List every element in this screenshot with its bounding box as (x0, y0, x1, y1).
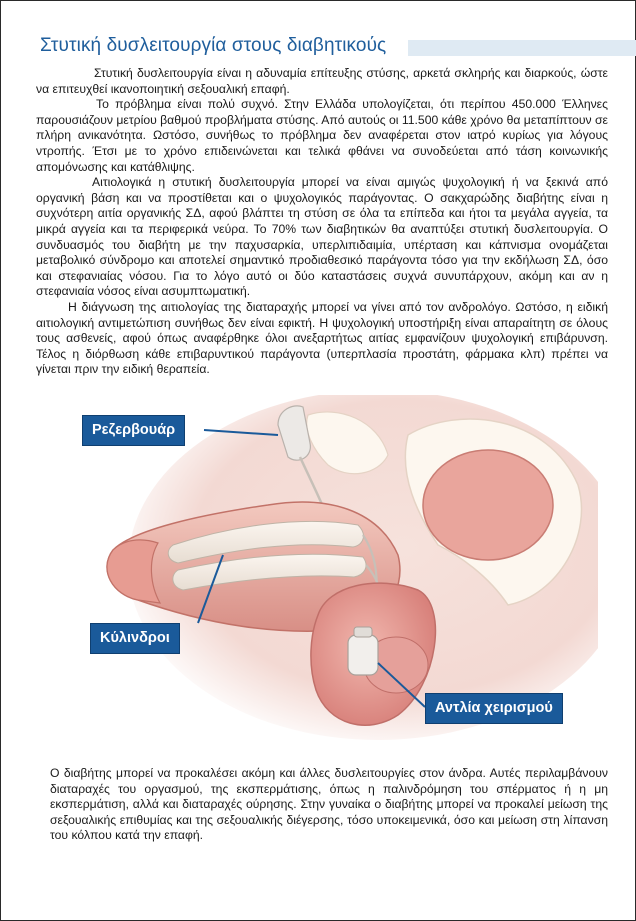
label-pump: Αντλία χειρισμού (425, 693, 563, 724)
pump-valve (354, 627, 372, 637)
paragraph-prevalence: Το πρόβλημα είναι πολύ συχνό. Στην Ελλάδα υπολογίζεται, ότι περίπου 450.000 Έλληνες παρουσιάζουν μετρίου βαθμού προβλήματα στύσης. Από αυτούς οι 11.500 κάθε χρόνο θα μεταπίπτουν σε πλήρη ανικανότητα. Ωστόσο, συνήθως το πρόβλημα δεν αναφέρεται στον ιατρό κυρίως για λόγους ντροπής. Έτσι με το χρόνο επιδεινώνεται και τελικά φθάνει να συνοδεύεται από τάση κοινωνικής απομόνωσης και κατάθλιψης. (36, 97, 608, 174)
glans (107, 540, 160, 603)
title-accent-bar (408, 40, 636, 56)
article-body (36, 66, 608, 378)
paragraph-etiology: Αιτιολογικά η στυτική δυσλειτουργία μπορεί να είναι αμιγώς ψυχολογική ή να ξεκινά από οργανική βάση και να προστίθεται και ο ψυχολογικός παράγοντας. Ο σακχαρώδης διαβήτης είναι η συχνότερη αιτία οργανικής ΣΔ, αφού βλάπτει τη στύση σε όλα τα επίπεδα και ήτοι τα μεγάλα αγγεία, τα μικρά αγγεία και τα περιφερικά νεύρα. Το 70% των διαβητικών θα αναπτύξει στυτική δυσλειτουργία. Ο συνδυασμός του διαβήτη με την παχυσαρκία, υπερλιπιδαιμία, υπέρταση και κάπνισμα ονομάζεται μεταβολικό σύνδρομο και αποτελεί σημαντικό προδιαθεσικό παράγοντα τόσο για την εκδήλωση ΣΔ, όσο και στεφανιαίας νόσου. Για το λόγο αυτό οι δύο καταστάσεις συχνά συνυπάρχουν, ακόμη και αν η στεφανιαία νόσος είναι ασυμπτωματική. (36, 175, 608, 299)
pump (348, 635, 378, 675)
paragraph-other-dysfunctions: Ο διαβήτης μπορεί να προκαλέσει ακόμη και άλλες δυσλειτουργίες στον άνδρα. Αυτές περιλαμβάνουν διαταραχές του οργασμού, της εκσπερμάτισης, όπως η παλινδρόμηση του σπέρματος ή η μη εκσπερμάτιση, αλλά και διαταραχές ούρησης. Στην γυναίκα ο διαβήτης μπορεί να προκαλεί μείωση της σεξουαλικής επιθυμίας και της σεξουαλικής διέγερσης, τόσο υποκειμενικά, όσο και μείωση στη λίπανση του κόλπου κατά την επαφή. (50, 766, 608, 843)
label-reservoir: Ρεζερβουάρ (82, 415, 185, 446)
article-title: Στυτική δυσλειτουργία στους διαβητικούς (40, 35, 387, 56)
bladder (423, 450, 553, 560)
paragraph-definition: Στυτική δυσλειτουργία είναι η αδυναμία επίτευξης στύσης, αρκετά σκληρής και διαρκούς, ώστε να επιτευχθεί ικανοποιητική σεξουαλική επαφή. (36, 66, 608, 96)
paragraph-diagnosis: Η διάγνωση της αιτιολογίας της διαταραχής μπορεί να γίνει από τον ανδρολόγο. Ωστόσο, η ειδική αιτιολογική αντιμετώπιση συνήθως δεν είναι εφικτή. Η ψυχολογική υποστήριξη είναι απαραίτητη σε όλους τους ασθενείς, αφού όπως αναφέρθηκε όλοι ανεξαρτήτως αιτίας εμφανίζουν ψυχολογική επιβάρυνση. Τέλος η διόρθωση κάθε επιβαρυντικού παράγοντα (υπερπλασία προστάτη, φάρμακα κλπ) πρέπει να γίνεται πριν την ειδική θεραπεία. (36, 299, 608, 377)
label-cylinders: Κύλινδροι (90, 623, 180, 654)
